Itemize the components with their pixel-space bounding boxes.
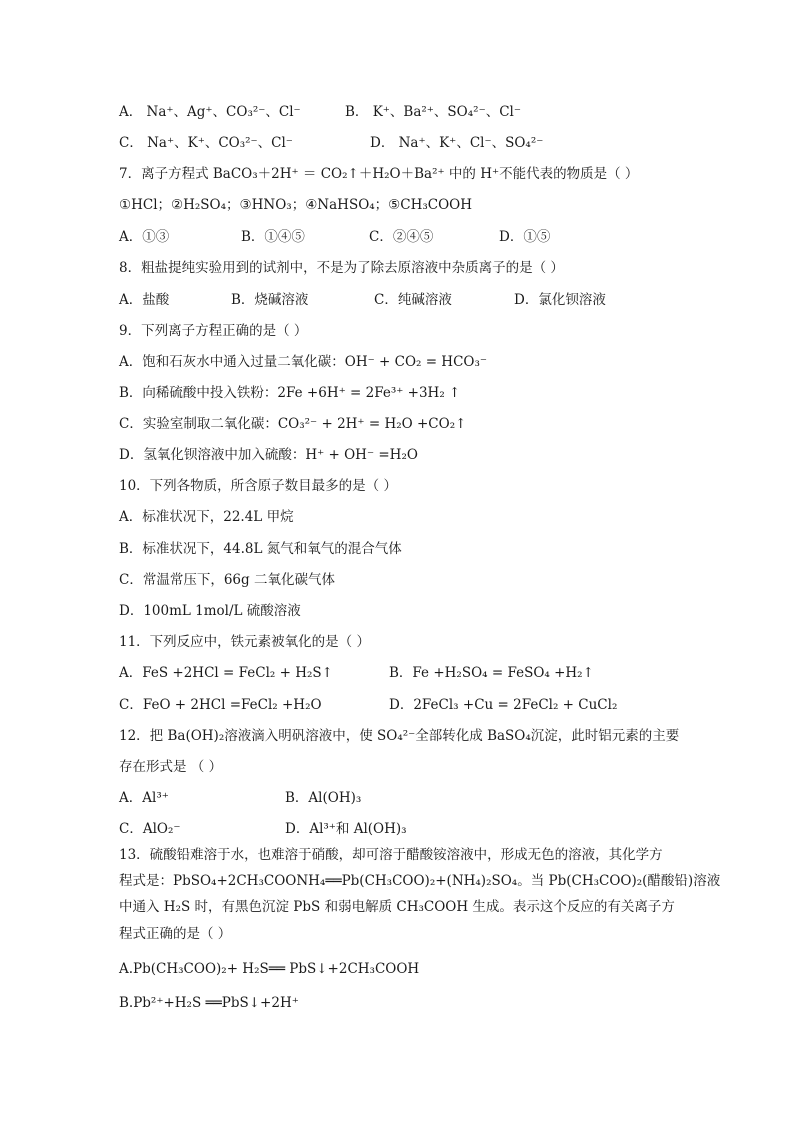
text-line: ①HCl；②H₂SO₄；③HNO₃；④NaHSO₄；⑤CH₃COOH bbox=[119, 197, 473, 213]
text-line: D．2FeCl₃ +Cu = 2FeCl₂ + CuCl₂ bbox=[389, 697, 618, 713]
text-line: D．氢氧化钡溶液中加入硫酸：H⁺ + OH⁻ =H₂O bbox=[119, 447, 418, 463]
text-line: D．①⑤ bbox=[499, 229, 551, 245]
text-line: 程式正确的是（ ） bbox=[119, 926, 232, 942]
text-line: B．烧碱溶液 bbox=[231, 292, 309, 308]
text-line: C．实验室制取二氧化碳：CO₃²⁻ + 2H⁺ = H₂O +CO₂↑ bbox=[119, 416, 467, 432]
text-line: C．常温常压下，66g 二氧化碳气体 bbox=[119, 572, 335, 588]
text-line: 7．离子方程式 BaCO₃＋2H⁺ ＝ CO₂↑＋H₂O＋Ba²⁺ 中的 H⁺不能代表的物质是（ ） bbox=[119, 166, 639, 182]
text-line: A．标准状况下，22.4L 甲烷 bbox=[119, 509, 294, 525]
text-line: 9．下列离子方程正确的是（ ） bbox=[119, 323, 308, 339]
text-line: 存在形式是 （ ） bbox=[119, 759, 223, 775]
text-line: 8．粗盐提纯实验用到的试剂中，不是为了除去原溶液中杂质离子的是（ ） bbox=[119, 260, 564, 276]
text-line: 10．下列各物质，所含原子数目最多的是（ ） bbox=[119, 478, 397, 494]
text-line: A．FeS +2HCl = FeCl₂ + H₂S↑ bbox=[119, 665, 333, 681]
text-line: A.Pb(CH₃COO)₂+ H₂S══ PbS↓+2CH₃COOH bbox=[119, 961, 420, 977]
text-line: A．①③ bbox=[119, 229, 170, 245]
text-line: D．100mL 1mol/L 硫酸溶液 bbox=[119, 603, 301, 619]
text-line: 程式是：PbSO₄+2CH₃COONH₄══Pb(CH₃COO)₂+(NH₄)₂SO₄。当 Pb(CH₃COO)₂(醋酸铅)溶液 bbox=[119, 873, 721, 889]
text-line: B．向稀硫酸中投入铁粉：2Fe +6H⁺ = 2Fe³⁺ +3H₂ ↑ bbox=[119, 385, 461, 401]
text-line: C．纯碱溶液 bbox=[374, 292, 452, 308]
text-line: 11．下列反应中，铁元素被氧化的是（ ） bbox=[119, 634, 370, 650]
text-line: 13．硫酸铅难溶于水，也难溶于硝酸，却可溶于醋酸铵溶液中，形成无色的溶液，其化学方 bbox=[119, 847, 663, 863]
text-line: B．Al(OH)₃ bbox=[285, 790, 362, 806]
text-line: B．Fe +H₂SO₄ = FeSO₄ +H₂↑ bbox=[389, 665, 594, 681]
text-line: A． Na⁺、Ag⁺、CO₃²⁻、Cl⁻ bbox=[119, 104, 301, 120]
text-line: B．标准状况下，44.8L 氮气和氧气的混合气体 bbox=[119, 541, 402, 557]
text-line: B． K⁺、Ba²⁺、SO₄²⁻、Cl⁻ bbox=[345, 104, 521, 120]
text-line: B.Pb²⁺+H₂S ══PbS↓+2H⁺ bbox=[119, 995, 299, 1011]
text-line: A．饱和石灰水中通入过量二氧化碳：OH⁻ + CO₂ = HCO₃⁻ bbox=[119, 354, 488, 370]
text-line: D．氯化钡溶液 bbox=[514, 292, 606, 308]
text-line: C．AlO₂⁻ bbox=[119, 821, 181, 837]
text-line: B．①④⑤ bbox=[241, 229, 305, 245]
text-line: 12．把 Ba(OH)₂溶液滴入明矾溶液中，使 SO₄²⁻全部转化成 BaSO₄沉淀，此时铝元素的主要 bbox=[119, 728, 680, 744]
text-line: D．Al³⁺和 Al(OH)₃ bbox=[285, 821, 407, 837]
text-line: D． Na⁺、K⁺、Cl⁻、SO₄²⁻ bbox=[370, 135, 544, 151]
text-line: C．②④⑤ bbox=[369, 229, 434, 245]
text-line: A．Al³⁺ bbox=[119, 790, 169, 806]
text-line: 中通入 H₂S 时，有黑色沉淀 PbS 和弱电解质 CH₃COOH 生成。表示这个反应的有关离子方 bbox=[119, 899, 675, 915]
text-line: C．FeO + 2HCl =FeCl₂ +H₂O bbox=[119, 697, 322, 713]
text-line: C． Na⁺、K⁺、CO₃²⁻、Cl⁻ bbox=[119, 135, 293, 151]
text-line: A．盐酸 bbox=[119, 292, 170, 308]
